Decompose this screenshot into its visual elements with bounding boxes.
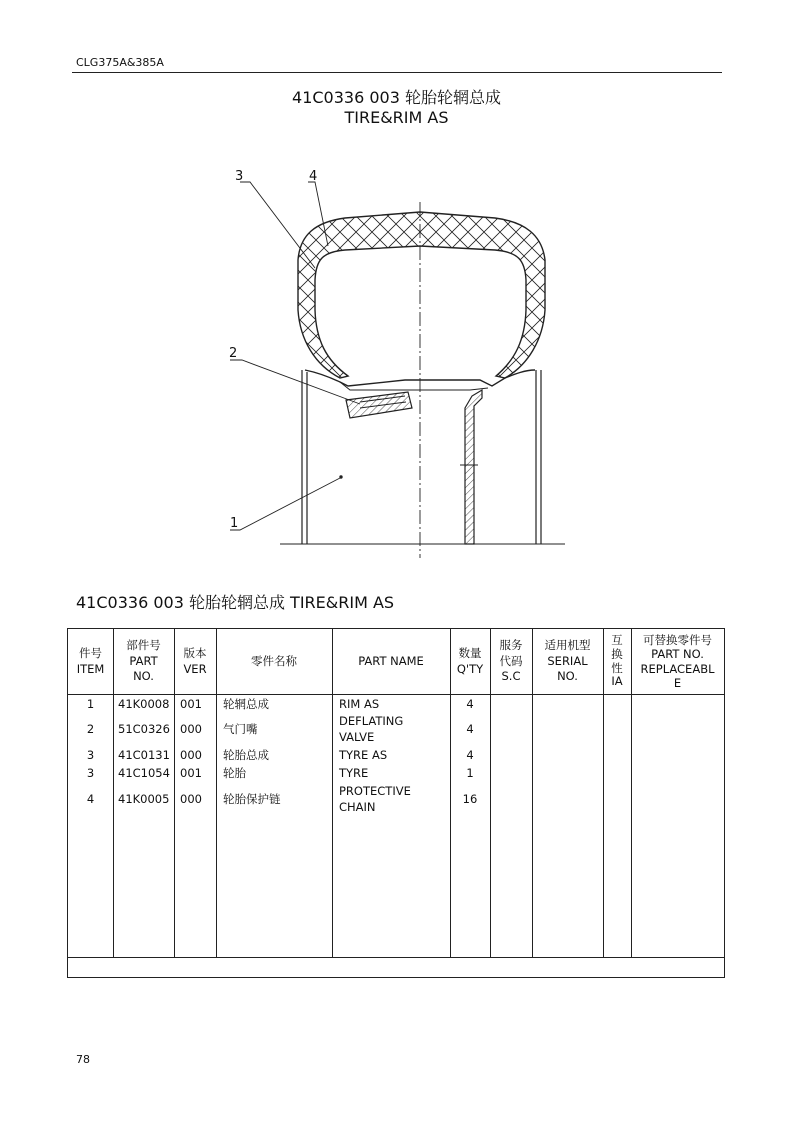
- cell-name-en-line2: VALVE: [339, 730, 375, 744]
- cell-name-cn: 轮辋总成: [223, 697, 269, 711]
- cell-ver: 000: [180, 722, 202, 736]
- cell-name-en: PROTECTIVE: [339, 784, 411, 798]
- callout-4: 4: [309, 169, 318, 184]
- cell-part-no: 41K0008: [118, 697, 170, 711]
- cell-ver: 001: [180, 697, 202, 711]
- cell-ver: 000: [180, 748, 202, 762]
- header-ver: 版本 VER: [183, 645, 207, 676]
- cell-qty: 16: [462, 792, 478, 806]
- cell-name-cn: 轮胎总成: [223, 748, 269, 762]
- header-divider: [68, 694, 724, 695]
- callout-3: 3: [235, 169, 244, 184]
- cell-name-en-line2: CHAIN: [339, 800, 376, 814]
- cell-name-en: RIM AS: [339, 697, 380, 711]
- cell-name-cn: 轮胎保护链: [223, 792, 281, 806]
- cell-item: 1: [86, 697, 95, 711]
- header-ia: 互 换 性 IA: [611, 632, 623, 689]
- footer-divider: [68, 957, 724, 958]
- header-replaceable: 可替换零件号 PART NO. REPLACEABL E: [640, 632, 715, 690]
- cell-ver: 000: [180, 792, 202, 806]
- header-sc: 服务 代码 S.C: [499, 638, 523, 684]
- header-item: 件号 ITEM: [76, 645, 105, 676]
- header-serial: 适用机型 SERIAL NO.: [544, 638, 591, 684]
- cell-name-cn: 气门嘴: [223, 722, 258, 736]
- page-title-en: TIRE&RIM AS: [344, 108, 449, 127]
- page-title-cn: 41C0336 003 轮胎轮辋总成: [292, 88, 501, 107]
- callout-1: 1: [230, 516, 239, 531]
- cell-qty: 4: [466, 722, 474, 736]
- tire-section: [298, 212, 545, 378]
- cell-item: 3: [86, 748, 95, 762]
- cell-name-en: TYRE: [339, 766, 369, 780]
- cell-name-en: DEFLATING: [339, 714, 404, 728]
- document-model-code: CLG375A&385A: [76, 56, 164, 69]
- cell-item: 4: [86, 792, 95, 806]
- valve-stem: [346, 392, 412, 418]
- header-name-en: PART NAME: [358, 653, 424, 668]
- cell-part-no: 41K0005: [118, 792, 170, 806]
- header-part-no: 部件号 PART NO.: [126, 638, 161, 684]
- cell-name-en: TYRE AS: [339, 748, 388, 762]
- cell-part-no: 41C0131: [118, 748, 170, 762]
- cell-part-no: 51C0326: [118, 722, 170, 736]
- page-number: 78: [76, 1053, 90, 1066]
- cell-part-no: 41C1054: [118, 766, 170, 780]
- cell-qty: 4: [466, 697, 474, 711]
- header-qty: 数量 Q'TY: [456, 645, 484, 676]
- cell-ver: 001: [180, 766, 202, 780]
- parts-table: [67, 628, 725, 978]
- cell-qty: 4: [466, 748, 474, 762]
- header-rule: [72, 72, 722, 73]
- cell-qty: 1: [466, 766, 474, 780]
- callout-2: 2: [229, 346, 238, 361]
- wheel-disc: [465, 390, 482, 544]
- table-title: 41C0336 003 轮胎轮辋总成 TIRE&RIM AS: [76, 593, 395, 612]
- cell-item: 3: [86, 766, 95, 780]
- tire-rim-drawing: [220, 160, 580, 560]
- cell-name-cn: 轮胎: [223, 766, 246, 780]
- header-name-cn: 零件名称: [251, 653, 297, 668]
- cell-item: 2: [86, 722, 95, 736]
